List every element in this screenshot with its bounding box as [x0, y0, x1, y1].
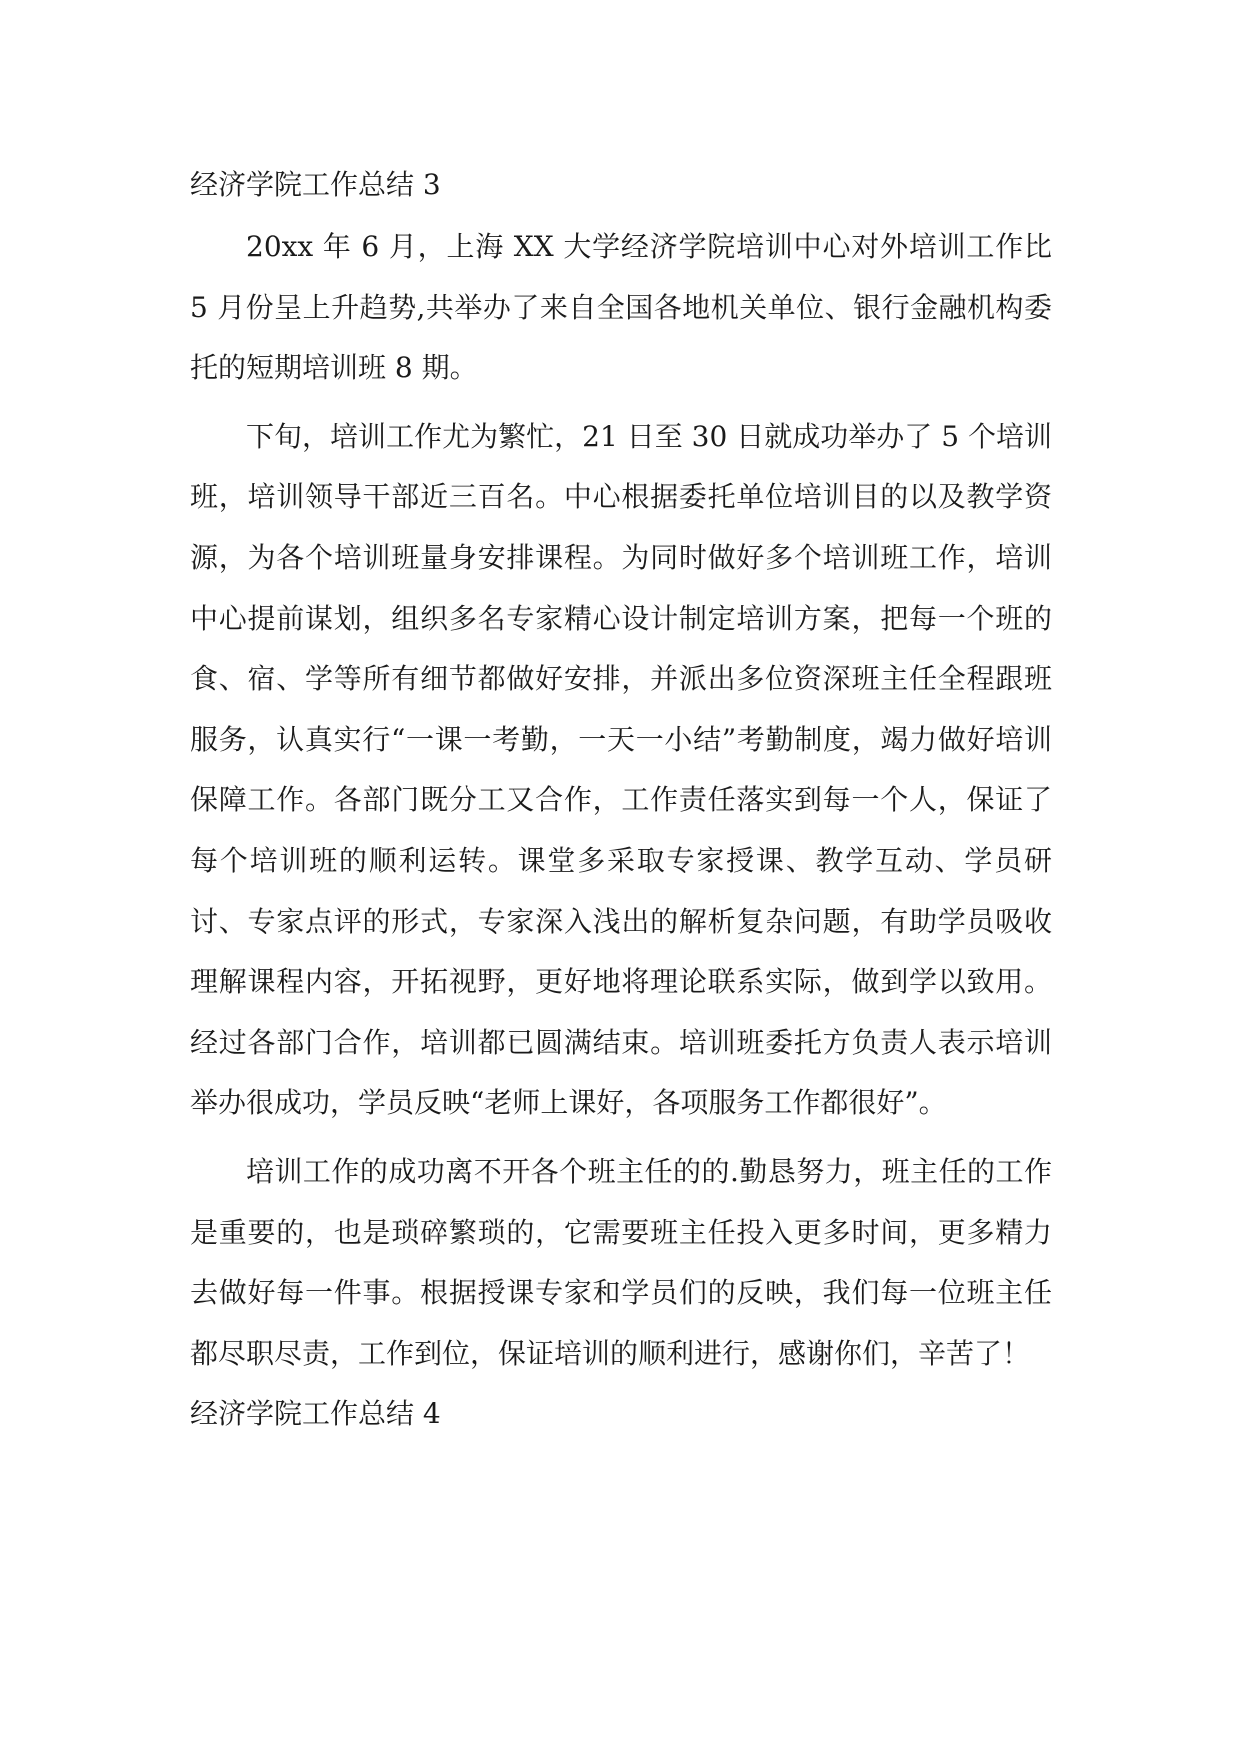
paragraph-1: 20xx 年 6 月，上海 XX 大学经济学院培训中心对外培训工作比 5 月份呈上升趋势,共举办了来自全国各地机关单位、银行金融机构委托的短期培训班 8 期。 — [190, 230, 1052, 385]
spacer — [190, 1134, 1052, 1142]
paragraph-3: 培训工作的成功离不开各个班主任的的.勤恳努力，班主任的工作是重要的，也是琐碎繁琐的，它需要班主任投入更多时间，更多精力去做好每一件事。根据授课专家和学员们的反映，我们每一位班主任都尽职尽责，工作到位，保证培训的顺利进行，感谢你们，辛苦了！ — [190, 1154, 1052, 1370]
paragraph-2: 下旬，培训工作尤为繁忙，21 日至 30 日就成功举办了 5 个培训班，培训领导干部近三百名。中心根据委托单位培训目的以及教学资源，为各个培训班量身安排课程。为同时做好多个培训班工作，培训中心提前谋划，组织多名专家精心设计制定培训方案，把每一个班的食、宿、学等所有细节都做好安排，并派出多位资深班主任全程跟班服务，认真实行“一课一考勤，一天一小结”考勤制度，竭力做好培训保障工作。各部门既分工又合作，工作责任落实到每一个人，保证了每个培训班的顺利运转。课堂多采取专家授课、教学互动、学员研讨、专家点评的形式，专家深入浅出的解析复杂问题，有助学员吸收理解课程内容，开拓视野，更好地将理论联系实际，做到学以致用。经过各部门合作，培训都已圆满结束。培训班委托方负责人表示培训举办很成功，学员反映“老师上课好，各项服务工作都很好”。 — [190, 419, 1052, 1120]
spacer — [190, 399, 1052, 407]
spacer — [190, 1384, 1052, 1394]
spacer — [190, 205, 1052, 217]
document-body — [190, 165, 1052, 1434]
section-heading-3: 经济学院工作总结 3 — [190, 168, 441, 201]
section-heading-4: 经济学院工作总结 4 — [190, 1397, 441, 1431]
